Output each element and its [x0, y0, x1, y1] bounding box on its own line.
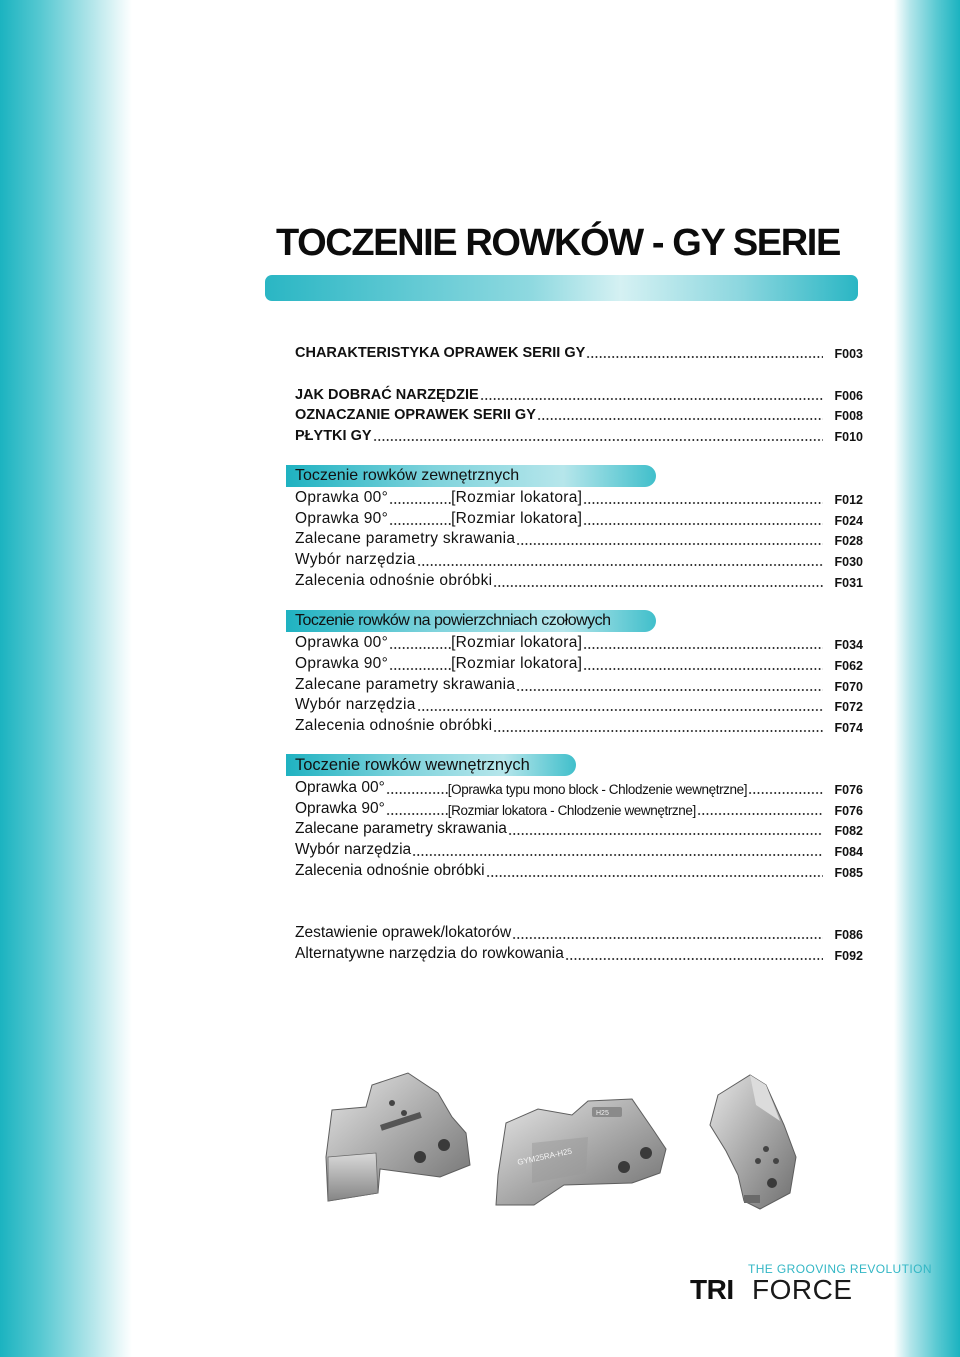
- toc-entry-label: Zestawienie oprawek/lokatorów: [295, 924, 512, 941]
- toc-entry[interactable]: [295, 549, 863, 569]
- toc-entry-label: Zalecenia odnośnie obróbki: [295, 572, 493, 589]
- tool-mark-text: H25: [596, 1110, 609, 1117]
- toc-page-number: F012: [834, 493, 863, 507]
- toc-entry-label: Wybór narzędzia: [295, 841, 412, 858]
- right-gradient-band: [894, 0, 960, 1357]
- page-title: TOCZENIE ROWKÓW - GY SERIE: [276, 222, 840, 264]
- toc-entry-detail: [Rozmiar lokatora]: [451, 510, 583, 527]
- toc-entry[interactable]: [295, 508, 863, 528]
- grooving-tool-3: [710, 1075, 796, 1209]
- section-heading-face: Toczenie rowków na powierzchniach czołowych: [286, 610, 656, 632]
- toc-entry-detail: [Oprawka typu mono block - Chlodzenie wewnętrzne]: [447, 782, 748, 797]
- toc-entry-detail: [Rozmiar lokatora]: [451, 489, 583, 506]
- toc-entry[interactable]: [295, 694, 863, 714]
- toc-entry-label: Oprawka 00°: [295, 634, 389, 651]
- toc-entry-detail: [Rozmiar lokatora]: [451, 634, 583, 651]
- toc-page-number: F006: [834, 389, 863, 403]
- toc-page-number: F086: [834, 928, 863, 942]
- toc-entry-label: PŁYTKI GY: [295, 428, 372, 444]
- dot-leader: [486, 863, 823, 877]
- toc-page-number: F010: [834, 430, 863, 444]
- toc-entry[interactable]: [295, 487, 863, 507]
- toc-page-number: F062: [834, 659, 863, 673]
- toc-entry-label: Zalecane parametry skrawania: [295, 820, 507, 837]
- toc-entry-label: Zalecenia odnośnie obróbki: [295, 717, 493, 734]
- toc-entry-label: Oprawka 90°: [295, 655, 389, 672]
- toc-entry[interactable]: [295, 715, 863, 735]
- toc-entry-label: Oprawka 90°: [295, 510, 389, 527]
- toc-page-number: F072: [834, 700, 863, 714]
- toc-entry-label: Wybór narzędzia: [295, 696, 416, 713]
- toc-page-number: F076: [834, 783, 863, 797]
- dot-leader: [697, 801, 823, 815]
- toc-entry-detail: [Rozmiar lokatora - Chlodzenie wewnętrzne]: [447, 803, 696, 818]
- toc-entry-detail: [Rozmiar lokatora]: [451, 655, 583, 672]
- toc-entry[interactable]: [295, 570, 863, 590]
- dot-leader: [565, 946, 823, 960]
- dot-leader: [583, 490, 823, 504]
- dot-leader: [583, 656, 823, 670]
- dot-leader: [373, 427, 823, 441]
- toc-entry-label: Zalecane parametry skrawania: [295, 530, 516, 547]
- toc-entry-inserts[interactable]: [295, 424, 863, 444]
- toc-entry-label: Alternatywne narzędzia do rowkowania: [295, 945, 564, 962]
- dot-leader: [389, 511, 451, 525]
- toc-entry[interactable]: [295, 653, 863, 673]
- toc-page-number: F076: [834, 804, 863, 818]
- dot-leader: [512, 925, 823, 939]
- brand-logo-part2: FORCE: [752, 1274, 853, 1305]
- toc-page-number: F003: [834, 347, 863, 361]
- toc-entry-label: Oprawka 90°: [295, 800, 385, 817]
- tool-engraving-text: GYM25RA-H25: [516, 1146, 573, 1167]
- grooving-tool-1: [326, 1073, 470, 1201]
- dot-leader: [583, 511, 823, 525]
- toc-entry-characteristics[interactable]: [295, 341, 863, 361]
- toc-entry-holder-designation[interactable]: [295, 403, 863, 423]
- dot-leader: [417, 697, 823, 711]
- toc-entry-holder-locator-list[interactable]: [295, 922, 863, 942]
- toc-entry[interactable]: [295, 798, 863, 818]
- toc-entry-how-to-choose[interactable]: [295, 383, 863, 403]
- title-underline-bar: [265, 275, 858, 301]
- toc-page-number: F031: [834, 576, 863, 590]
- toc-entry-label: Oprawka 00°: [295, 779, 385, 796]
- dot-leader: [586, 344, 823, 358]
- toc-page-number: F008: [834, 409, 863, 423]
- brand-logo-part1: TRI: [690, 1274, 734, 1305]
- grooving-tool-2: [496, 1099, 666, 1205]
- toc-entry[interactable]: [295, 674, 863, 694]
- dot-leader: [386, 801, 448, 815]
- dot-leader: [748, 780, 823, 794]
- left-gradient-band: [0, 0, 132, 1357]
- toc-entry[interactable]: [295, 528, 863, 548]
- toc-page-number: F030: [834, 555, 863, 569]
- dot-leader: [583, 635, 823, 649]
- toc-entry-label: OZNACZANIE OPRAWEK SERII GY: [295, 407, 536, 423]
- dot-leader: [389, 490, 451, 504]
- toc-entry-label: Wybór narzędzia: [295, 551, 416, 568]
- dot-leader: [537, 406, 823, 420]
- dot-leader: [493, 573, 823, 587]
- dot-leader: [389, 656, 451, 670]
- dot-leader: [480, 386, 823, 400]
- section-heading-external: Toczenie rowków zewnętrznych: [286, 465, 656, 487]
- dot-leader: [508, 821, 823, 835]
- toc-page-number: F082: [834, 824, 863, 838]
- dot-leader: [516, 531, 823, 545]
- toc-entry[interactable]: [295, 632, 863, 652]
- toc-entry-label: Oprawka 00°: [295, 489, 389, 506]
- toc-page-number: F085: [834, 866, 863, 880]
- dot-leader: [493, 718, 823, 732]
- dot-leader: [516, 677, 823, 691]
- toc-page-number: F092: [834, 949, 863, 963]
- toc-entry[interactable]: [295, 860, 863, 880]
- dot-leader: [412, 842, 823, 856]
- toc-entry[interactable]: [295, 818, 863, 838]
- dot-leader: [386, 780, 448, 794]
- toc-page-number: F024: [834, 514, 863, 528]
- toc-entry-alternative-tools[interactable]: [295, 943, 863, 963]
- toc-entry[interactable]: [295, 777, 863, 797]
- toc-page-number: F028: [834, 534, 863, 548]
- toc-page-number: F074: [834, 721, 863, 735]
- toc-entry[interactable]: [295, 839, 863, 859]
- toc-entry-label: JAK DOBRAĆ NARZĘDZIE: [295, 387, 479, 403]
- toc-entry-label: CHARAKTERISTYKA OPRAWEK SERII GY: [295, 345, 586, 361]
- toc-page-number: F084: [834, 845, 863, 859]
- toc-entry-label: Zalecenia odnośnie obróbki: [295, 862, 485, 879]
- dot-leader: [417, 552, 823, 566]
- toc-entry-label: Zalecane parametry skrawania: [295, 676, 516, 693]
- section-heading-internal: Toczenie rowków wewnętrznych: [286, 754, 576, 776]
- dot-leader: [389, 635, 451, 649]
- toc-page-number: F034: [834, 638, 863, 652]
- grooving-tools-photo: [320, 1065, 840, 1215]
- brand-tagline: THE GROOVING REVOLUTION: [748, 1262, 932, 1276]
- toc-page-number: F070: [834, 680, 863, 694]
